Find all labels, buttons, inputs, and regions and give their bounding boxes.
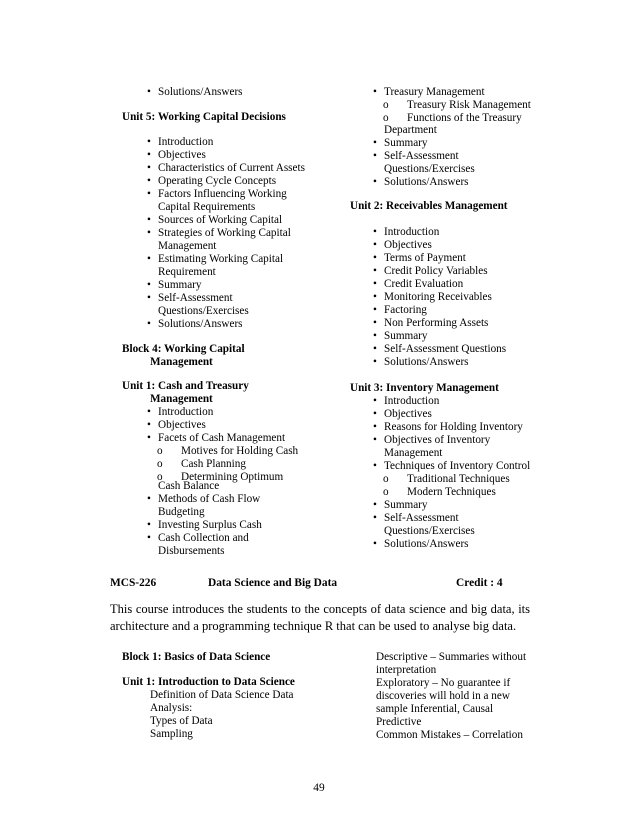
list-item-text: Characteristics of Current Assets	[158, 162, 305, 174]
list-item	[147, 493, 328, 519]
list-item-text: Budgeting	[158, 506, 205, 518]
list-item-text: Motives for Holding Cash	[181, 445, 299, 457]
bullet-icon: •	[373, 499, 377, 511]
unit3-sublist	[383, 473, 607, 499]
list-item-text: Reasons for Holding Inventory	[384, 421, 523, 433]
unit3-heading: Unit 3: Inventory Management	[350, 382, 499, 394]
bullet-icon: •	[373, 538, 377, 550]
list-item-text: Methods of Cash Flow	[158, 493, 261, 505]
list-item	[147, 136, 328, 149]
list-item-text: Cash Planning	[181, 458, 246, 470]
list-item	[373, 512, 584, 538]
list-item	[373, 356, 584, 369]
list-item	[147, 318, 328, 331]
bullet-icon: •	[373, 330, 377, 342]
list-item	[147, 175, 328, 188]
bullet-icon: •	[373, 150, 377, 162]
unit1-cash-heading	[122, 380, 249, 406]
list-item	[147, 279, 328, 292]
list-item-text: Self-Assessment	[384, 512, 459, 524]
list-item	[147, 519, 328, 532]
list-item-text: Estimating Working Capital	[158, 253, 284, 265]
list-item	[373, 291, 584, 304]
list-item	[373, 226, 584, 239]
bullet-icon: •	[373, 176, 377, 188]
bullet-icon: •	[147, 253, 151, 265]
bullet-icon: •	[147, 419, 151, 431]
bullet-icon: •	[147, 136, 151, 148]
sub-list-item	[383, 473, 607, 486]
list-item	[147, 419, 328, 432]
list-item-text: Facets of Cash Management	[158, 432, 286, 444]
bullet-icon: •	[373, 278, 377, 290]
list-item-text: Self-Assessment	[158, 292, 233, 304]
bullet-icon: •	[373, 434, 377, 446]
list-item-text: Treasury Risk Management	[407, 99, 531, 111]
list-item-text: Sources of Working Capital	[158, 214, 283, 226]
list-item-text: Investing Surplus Cash	[158, 519, 262, 531]
list-item-text: Terms of Payment	[384, 252, 466, 264]
list-item	[373, 421, 584, 434]
course-code: MCS-226	[110, 577, 157, 589]
course-title: Data Science and Big Data	[208, 577, 338, 589]
list-item-text: Traditional Techniques	[407, 473, 510, 485]
bullet-icon: •	[373, 291, 377, 303]
bullet-icon: •	[373, 265, 377, 277]
list-item	[373, 137, 584, 150]
unit1-ds-heading: Unit 1: Introduction to Data Science	[122, 676, 295, 688]
list-item-text: Solutions/Answers	[384, 538, 469, 550]
sub-bullet-icon: o	[157, 458, 163, 470]
bullet-icon: •	[147, 532, 151, 544]
unit2-heading: Unit 2: Receivables Management	[350, 200, 508, 212]
unit1-list-continued	[147, 493, 328, 558]
unit3-list-continued	[373, 499, 584, 551]
bullet-icon: •	[147, 519, 151, 531]
list-item-text: Objectives of Inventory	[384, 434, 491, 446]
list-item-text: Factors Influencing Working	[158, 188, 287, 200]
bullet-icon: •	[147, 162, 151, 174]
list-item-text: Objectives	[158, 149, 206, 161]
text-line: Common Mistakes – Correlation	[376, 729, 523, 741]
list-item	[373, 395, 584, 408]
list-item	[373, 150, 584, 176]
bullet-icon: •	[147, 86, 151, 98]
bullet-icon: •	[373, 356, 377, 368]
sub-bullet-icon: o	[157, 471, 163, 483]
text-line: Exploratory – No guarantee if	[376, 677, 511, 689]
list-item-text: Summary	[384, 499, 428, 511]
list-item-text: Credit Policy Variables	[384, 265, 488, 277]
list-item-text: Objectives	[384, 239, 432, 251]
bullet-icon: •	[373, 239, 377, 251]
bullet-icon: •	[373, 460, 377, 472]
list-item-text: Solutions/Answers	[384, 176, 469, 188]
bullet-icon: •	[373, 317, 377, 329]
list-item	[147, 227, 328, 253]
bullet-icon: •	[373, 252, 377, 264]
unit1-ds-topics	[150, 689, 330, 741]
unit1-list	[147, 406, 328, 445]
bullet-icon: •	[147, 493, 151, 505]
block4-heading-line: Management	[150, 356, 213, 368]
bullet-icon: •	[373, 395, 377, 407]
unit5-heading: Unit 5: Working Capital Decisions	[122, 111, 286, 123]
treasury-sublist	[383, 99, 607, 125]
bullet-icon: •	[373, 421, 377, 433]
list-item-text: Solutions/Answers	[158, 318, 243, 330]
bullet-icon: •	[373, 343, 377, 355]
list-item	[373, 343, 584, 356]
list-item	[373, 278, 584, 291]
unit1-heading-line: Unit 1: Cash and Treasury	[122, 380, 249, 392]
unit2-list	[373, 226, 584, 369]
list-item-text: Introduction	[158, 136, 214, 148]
list-item-text: Requirement	[158, 266, 216, 278]
list-item-text: Credit Evaluation	[384, 278, 464, 290]
list-item	[373, 304, 584, 317]
bullet-icon: •	[147, 175, 151, 187]
list-item-text: Solutions/Answers	[384, 356, 469, 368]
sub-list-item	[157, 458, 331, 471]
text-line: Definition of Data Science Data	[150, 689, 294, 701]
sub-list-item	[383, 112, 607, 125]
list-item-text: Introduction	[384, 395, 440, 407]
list-item	[147, 532, 328, 558]
bullet-icon: •	[147, 406, 151, 418]
sub-bullet-icon: o	[383, 99, 389, 111]
list-item	[147, 86, 328, 99]
list-item	[373, 538, 584, 551]
bullet-icon: •	[373, 408, 377, 420]
list-item-text: Summary	[384, 330, 428, 342]
bullet-icon: •	[147, 279, 151, 291]
sub-bullet-icon: o	[383, 473, 389, 485]
list-item-text: Solutions/Answers	[158, 86, 243, 98]
list-item	[147, 162, 328, 175]
list-item-text: Questions/Exercises	[384, 163, 475, 175]
text-line: sample Inferential, Causal	[376, 703, 494, 715]
unit3-list	[373, 395, 584, 473]
text-line: Types of Data	[150, 715, 213, 727]
list-item	[373, 408, 584, 421]
text-line: Descriptive – Summaries without	[376, 651, 527, 663]
list-item-text: Management	[158, 240, 217, 252]
text-line: interpretation	[376, 664, 437, 676]
bullet-icon: •	[373, 137, 377, 149]
list-item-text: Questions/Exercises	[384, 525, 475, 537]
list-item-text: Capital Requirements	[158, 201, 256, 213]
bullet-icon: •	[147, 292, 151, 304]
list-item	[147, 292, 328, 318]
list-item-text: Monitoring Receivables	[384, 291, 492, 303]
bullet-icon: •	[373, 304, 377, 316]
list-item	[147, 188, 328, 214]
list-item-text: Modern Techniques	[407, 486, 496, 498]
list-item-text: Introduction	[158, 406, 214, 418]
block1-heading: Block 1: Basics of Data Science	[122, 651, 271, 663]
unit1-heading-line: Management	[150, 393, 213, 405]
page-number: 49	[313, 782, 325, 794]
sub-bullet-icon: o	[383, 486, 389, 498]
bullet-icon: •	[147, 227, 151, 239]
block4-heading-line: Block 4: Working Capital	[122, 343, 245, 355]
sub-list-item	[157, 445, 331, 458]
list-item-text: Questions/Exercises	[158, 305, 249, 317]
list-item-text: Factoring	[384, 304, 427, 316]
list-item	[373, 176, 584, 189]
list-item-text: Management	[384, 447, 443, 459]
list-item	[373, 460, 584, 473]
text-line: Predictive	[376, 716, 422, 728]
course-intro: This course introduces the students to the concepts of data science and big data, its architecture and a programming technique R that can be used to analyse big data.	[110, 602, 530, 633]
sub-item-continuation: Cash Balance	[158, 480, 220, 492]
list-item-text: Treasury Management	[384, 86, 485, 98]
list-item-text: Non Performing Assets	[384, 317, 489, 329]
bullet-icon: •	[373, 86, 377, 98]
list-item-text: Objectives	[158, 419, 206, 431]
list-item	[373, 265, 584, 278]
list-item	[373, 434, 584, 460]
list-item-text: Determining Optimum	[181, 471, 284, 483]
list-item-text: Summary	[384, 137, 428, 149]
list-item-text: Cash Collection and	[158, 532, 249, 544]
unit5-list	[147, 136, 328, 331]
text-line: Sampling	[150, 728, 193, 740]
text-line: discoveries will hold in a new	[376, 690, 510, 702]
list-item-text: Operating Cycle Concepts	[158, 175, 277, 187]
list-item-text: Summary	[158, 279, 202, 291]
list-item	[147, 253, 328, 279]
list-item-text: Techniques of Inventory Control	[384, 460, 531, 472]
bullet-icon: •	[147, 432, 151, 444]
sub-bullet-icon: o	[157, 445, 163, 457]
list-item	[373, 86, 584, 99]
list-item-text: Self-Assessment	[384, 150, 459, 162]
bullet-icon: •	[147, 214, 151, 226]
list-item-text: Disbursements	[158, 545, 225, 557]
list-item	[147, 406, 328, 419]
list-item-text: Objectives	[384, 408, 432, 420]
list-item	[147, 214, 328, 227]
analysis-types	[376, 651, 566, 742]
treasury-list	[373, 137, 584, 189]
list-item	[373, 499, 584, 512]
block4-heading	[122, 343, 245, 369]
course-credit: Credit : 4	[456, 577, 503, 589]
sub-bullet-icon: o	[383, 112, 389, 124]
list-item-text: Strategies of Working Capital	[158, 227, 291, 239]
sub-item-continuation: Department	[384, 124, 437, 136]
list-item	[373, 330, 584, 343]
text-line: Analysis:	[150, 702, 193, 714]
bullet-icon: •	[147, 318, 151, 330]
list-item-text: Self-Assessment Questions	[384, 343, 507, 355]
list-item-text: Functions of the Treasury	[407, 112, 522, 124]
bullet-icon: •	[373, 226, 377, 238]
list-item	[373, 239, 584, 252]
list-item-text: Introduction	[384, 226, 440, 238]
list-item	[373, 317, 584, 330]
list-item	[147, 149, 328, 162]
list-item	[147, 432, 328, 445]
sub-list-item	[383, 99, 607, 112]
bullet-icon: •	[147, 149, 151, 161]
list-item	[373, 252, 584, 265]
sub-list-item	[383, 486, 607, 499]
bullet-icon: •	[147, 188, 151, 200]
bullet-icon: •	[373, 512, 377, 524]
unit1-sublist	[157, 445, 331, 484]
